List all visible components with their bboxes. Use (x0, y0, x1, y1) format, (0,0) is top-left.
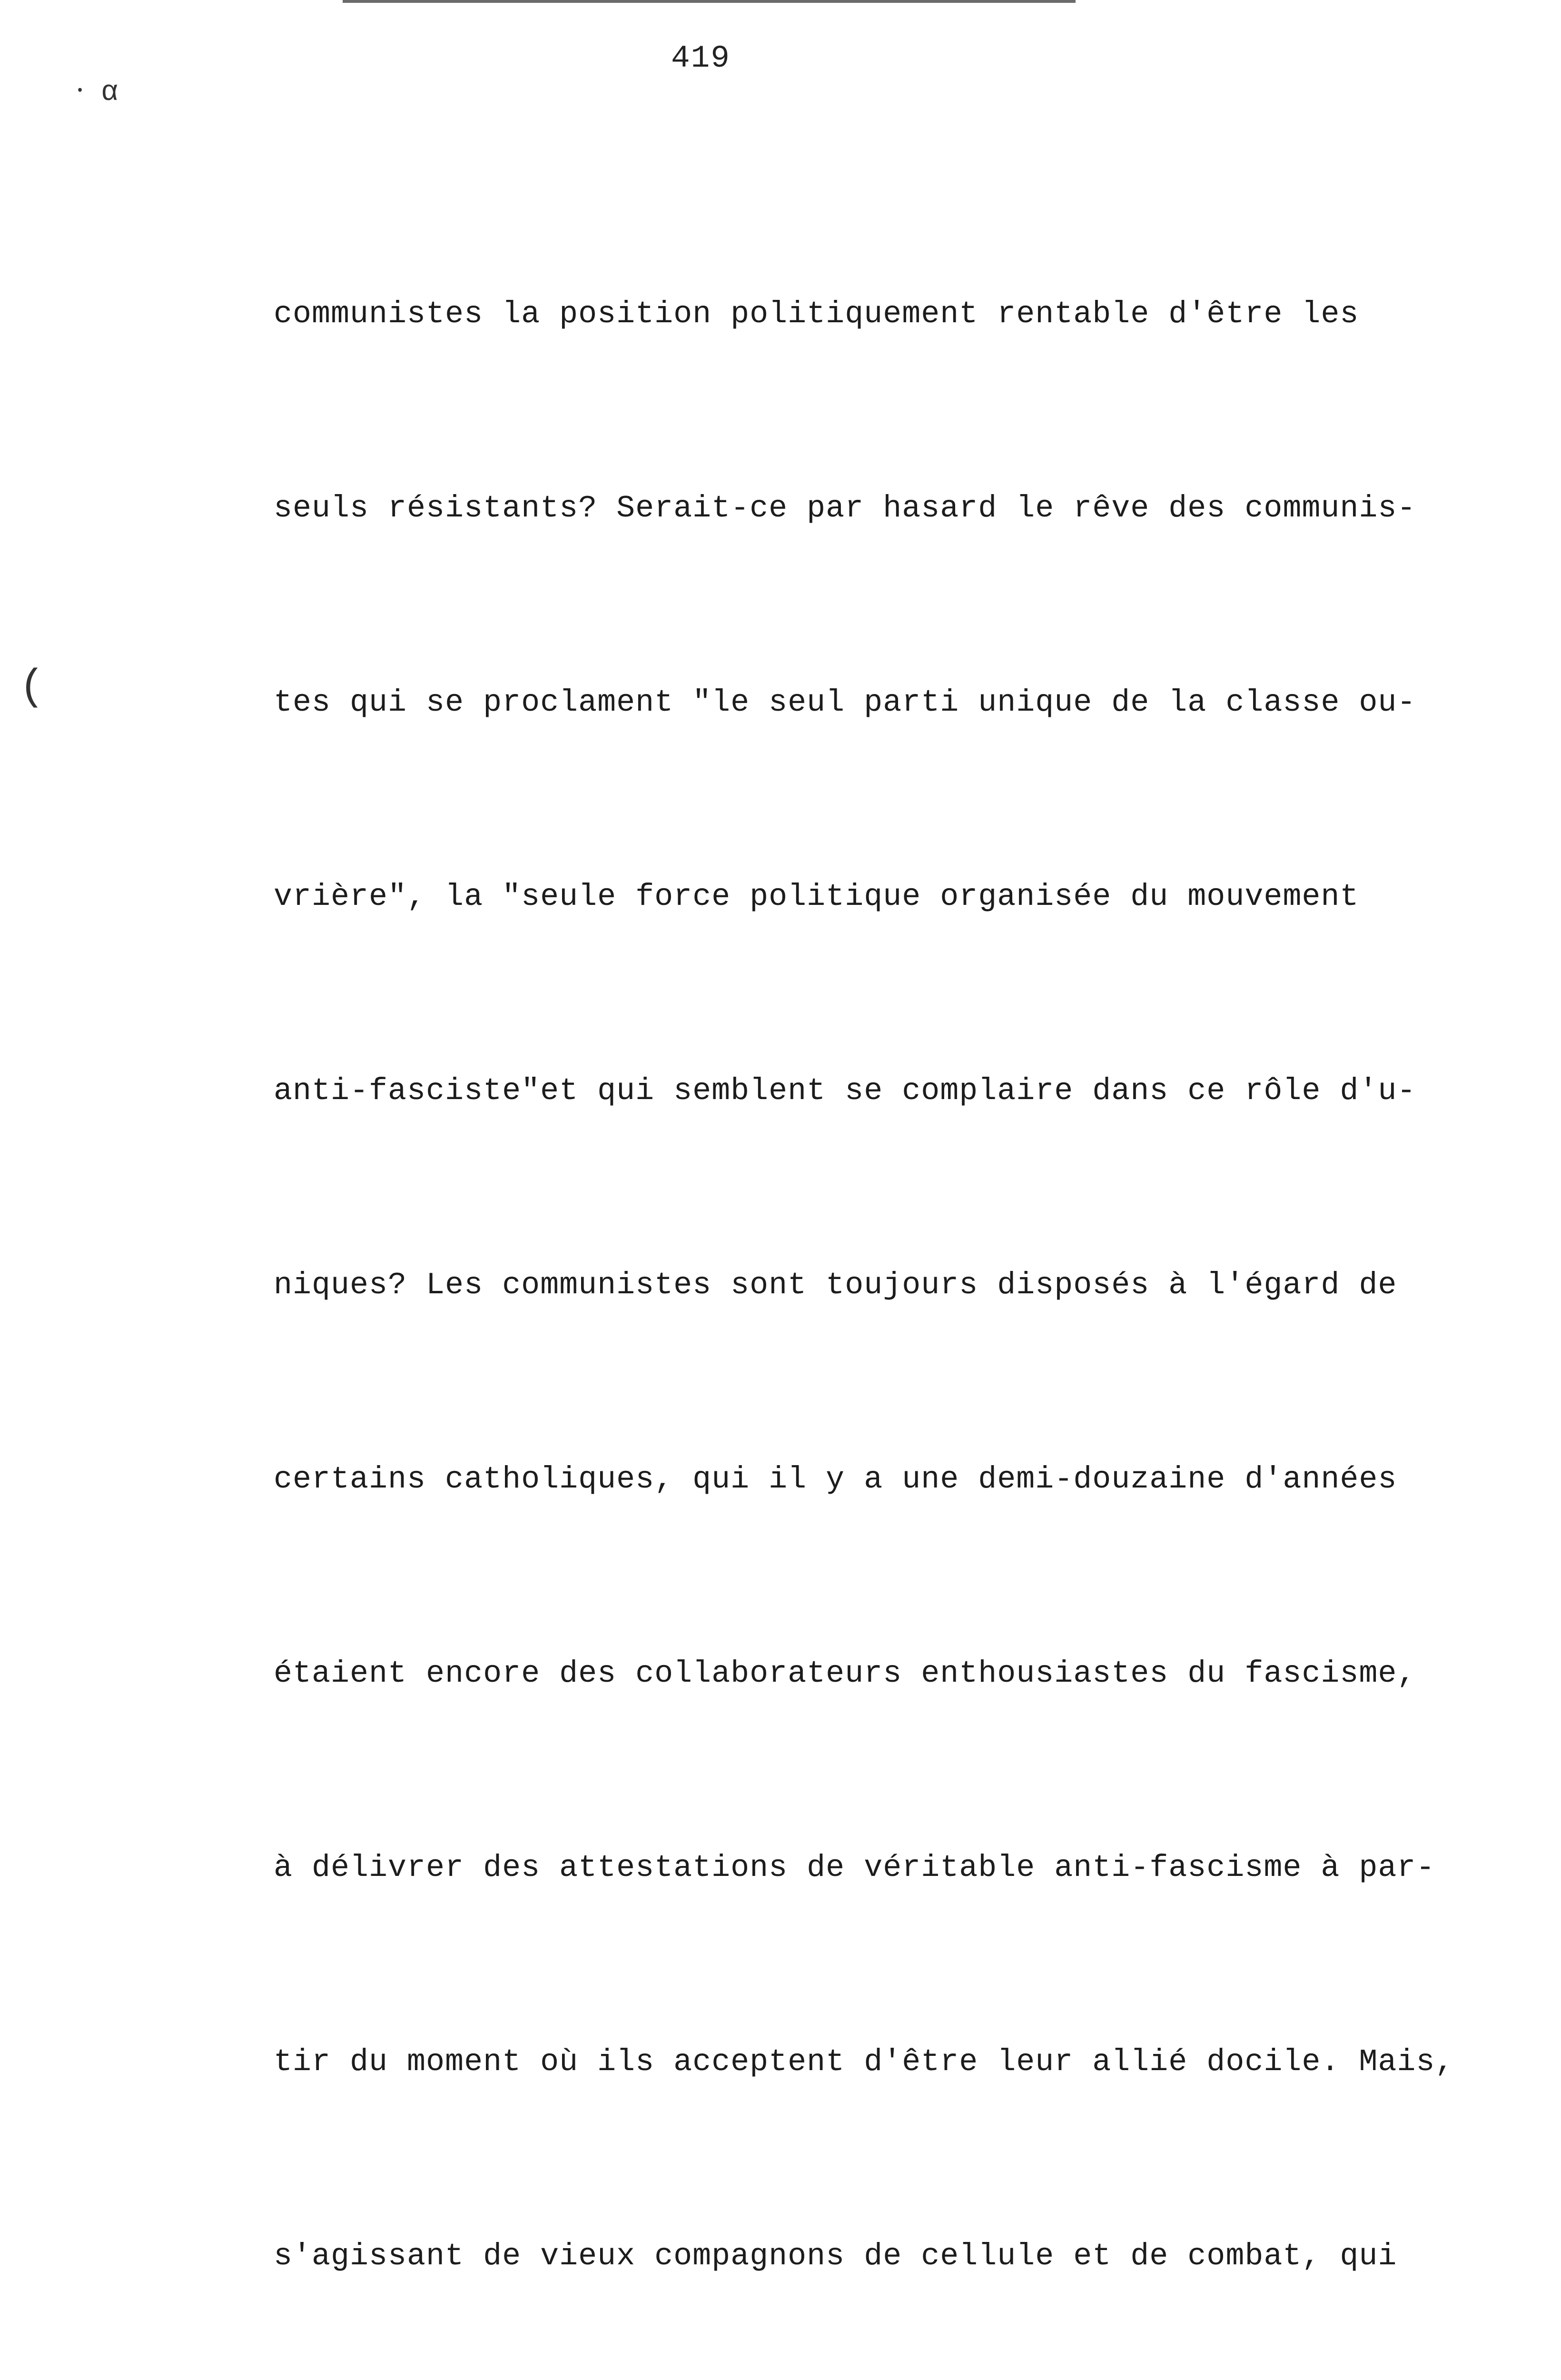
text-line: s'agissant de vieux compagnons de cellule et de combat, qui (274, 2239, 1397, 2274)
text-line: vrière", la "seule force politique organisée du mouvement (274, 879, 1359, 914)
margin-mark-left: ( (19, 664, 45, 712)
margin-mark-top: ⸱ α (76, 77, 119, 109)
text-line: anti-fasciste"et qui semblent se complaire dans ce rôle d'u- (274, 1073, 1416, 1109)
text-line: niques? Les communistes sont toujours disposés à l'égard de (274, 1268, 1397, 1303)
text-line: communistes la position politiquement rentable d'être les (274, 297, 1359, 332)
text-line: certains catholiques, qui il y a une demi-douzaine d'années (274, 1462, 1397, 1497)
page-number: 419 (671, 40, 731, 76)
body-text (274, 152, 1492, 2380)
text-line: étaient encore des collaborateurs enthousiastes du fascisme, (274, 1656, 1416, 1691)
text-line: seuls résistants? Serait-ce par hasard le rêve des communis- (274, 491, 1416, 526)
text-line: tir du moment où ils acceptent d'être leur allié docile. Mais, (274, 2044, 1454, 2080)
text-line: tes qui se proclament "le seul parti unique de la classe ou- (274, 685, 1416, 720)
top-rule (343, 0, 1076, 7)
text-line: à délivrer des attestations de véritable anti-fascisme à par- (274, 1850, 1435, 1885)
